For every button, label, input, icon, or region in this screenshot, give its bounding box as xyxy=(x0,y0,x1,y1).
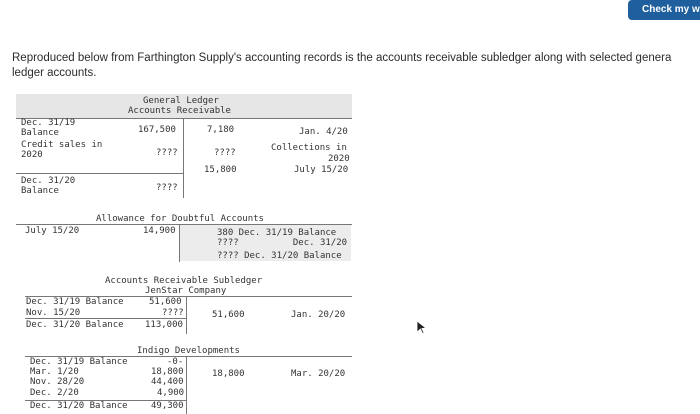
gl-credit-value: 15,800 xyxy=(204,165,237,175)
indigo-left-label: Nov. 28/20 xyxy=(30,377,85,387)
gl-left-label: Balance xyxy=(21,128,59,138)
indigo-center-rule xyxy=(186,356,187,414)
allowance-title: Allowance for Doubtful Accounts xyxy=(96,214,264,224)
jenstar-debit-value: 113,000 xyxy=(145,320,183,330)
gl-left-label: Dec. 31/19 xyxy=(21,118,76,128)
indigo-title: Indigo Developments xyxy=(137,346,240,356)
jenstar-right-label: Jan. 20/20 xyxy=(291,310,346,320)
intro-text xyxy=(12,51,700,81)
indigo-left-label: Dec. 31/20 Balance xyxy=(30,401,128,411)
allowance-center-rule xyxy=(179,224,180,262)
gl-right-label: July 15/20 xyxy=(294,165,349,175)
gl-left-label: 2020 xyxy=(21,150,43,160)
gl-closing-label: Dec. 31/20 xyxy=(21,176,76,186)
subledger-title: Accounts Receivable Subledger xyxy=(105,276,263,286)
indigo-left-label: Mar. 1/20 xyxy=(30,367,79,377)
indigo-right-label: Mar. 20/20 xyxy=(291,369,346,379)
subledger-customer-name: JenStar Company xyxy=(145,286,227,296)
jenstar-debit-value: ???? xyxy=(162,308,184,318)
gl-closing-label: Balance xyxy=(21,186,59,196)
check-my-work-button[interactable]: Check my w xyxy=(628,0,700,20)
gl-debit-value: ???? xyxy=(156,148,178,158)
gl-credit-value: 7,180 xyxy=(207,125,235,135)
gl-right-label: 2020 xyxy=(328,154,350,164)
jenstar-left-label: Dec. 31/19 Balance xyxy=(26,297,124,307)
jenstar-left-label: Dec. 31/20 Balance xyxy=(26,320,124,330)
subledger-total-rule xyxy=(25,318,186,319)
indigo-debit-value: -0- xyxy=(167,357,184,367)
allowance-left-label: July 15/20 xyxy=(25,226,80,236)
gl-right-label: Jan. 4/20 xyxy=(299,127,348,137)
gl-closing-value: ???? xyxy=(156,183,178,193)
mouse-cursor-icon xyxy=(416,320,428,334)
allowance-credit-line: ???? Dec. 31/20 xyxy=(217,238,348,248)
t-account-total-rule xyxy=(16,173,184,174)
allowance-credit-line: 380 Dec. 31/19 Balance xyxy=(217,228,337,238)
allowance-debit-value: 14,900 xyxy=(143,226,176,236)
jenstar-left-label: Nov. 15/20 xyxy=(26,308,81,318)
gl-debit-value: 167,500 xyxy=(138,125,176,135)
gl-credit-value: ???? xyxy=(214,148,236,158)
indigo-debit-value: 18,800 xyxy=(151,367,184,377)
intro-line-2: ledger accounts. xyxy=(12,67,97,79)
account-title-accounts-receivable: Accounts Receivable xyxy=(128,106,231,116)
indigo-left-label: Dec. 2/20 xyxy=(30,388,79,398)
indigo-debit-value: 49,300 xyxy=(151,401,184,411)
intro-line-1: Reproduced below from Farthington Supply's accounting records is the accounts receivable subledger along with selected genera xyxy=(12,52,672,64)
gl-right-label: Collections in xyxy=(271,143,347,153)
subledger-center-rule xyxy=(186,296,187,334)
allowance-credit-line: ???? Dec. 31/20 Balance xyxy=(217,251,342,261)
general-ledger-title: General Ledger xyxy=(143,96,219,106)
indigo-left-label: Dec. 31/19 Balance xyxy=(30,357,128,367)
jenstar-credit-value: 51,600 xyxy=(212,310,245,320)
jenstar-debit-value: 51,600 xyxy=(149,297,182,307)
indigo-credit-value: 18,800 xyxy=(212,369,245,379)
indigo-debit-value: 4,900 xyxy=(157,388,185,398)
indigo-debit-value: 44,400 xyxy=(151,377,184,387)
t-account-center-rule xyxy=(183,118,184,198)
gl-left-label: Credit sales in xyxy=(21,140,103,150)
